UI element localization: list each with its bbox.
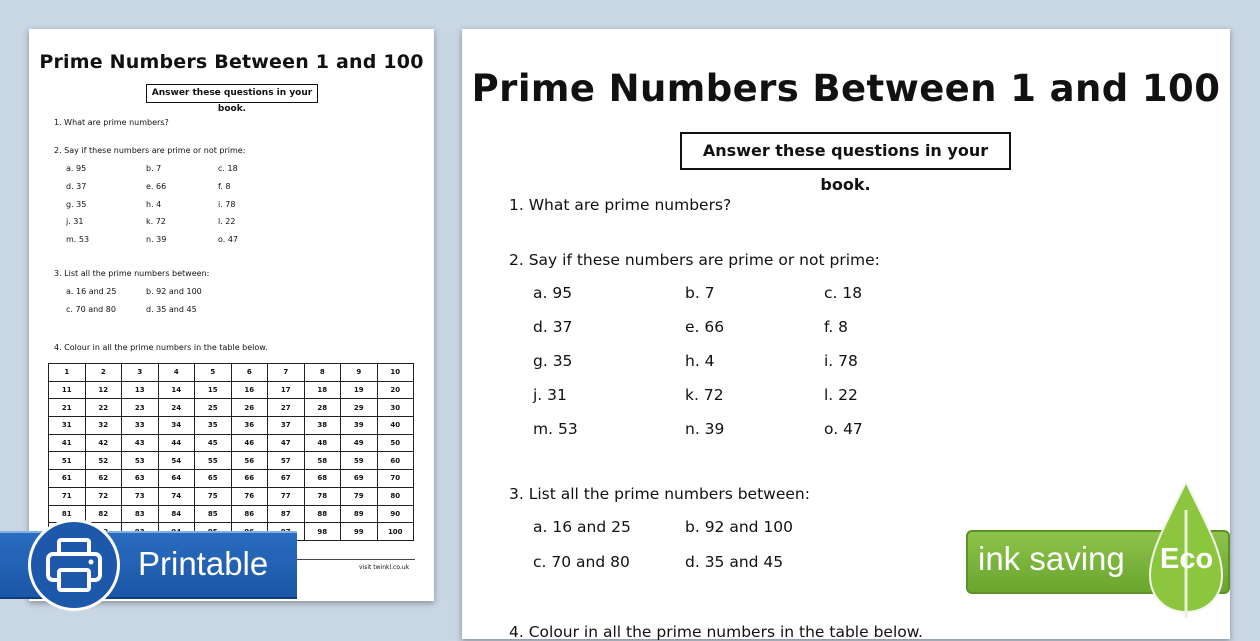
table-cell: 5 [195, 364, 232, 382]
table-cell: 32 [85, 417, 122, 435]
q2-item: e. 66 [685, 318, 725, 336]
table-cell: 39 [341, 417, 378, 435]
table-cell: 72 [85, 487, 122, 505]
table-cell: 6 [231, 364, 268, 382]
table-cell: 8 [304, 364, 341, 382]
table-cell: 65 [195, 470, 232, 488]
table-cell: 84 [158, 505, 195, 523]
table-cell: 31 [49, 417, 86, 435]
table-row [49, 505, 414, 523]
table-cell: 4 [158, 364, 195, 382]
table-cell: 41 [49, 434, 86, 452]
table-cell: 80 [377, 487, 414, 505]
table-cell: 14 [158, 381, 195, 399]
table-cell: 66 [231, 470, 268, 488]
thumbnail-q3-item: a. 16 and 25 [66, 287, 117, 296]
table-cell: 21 [49, 399, 86, 417]
table-cell: 3 [122, 364, 159, 382]
q3-item: c. 70 and 80 [533, 553, 630, 571]
q2-item: c. 18 [824, 284, 863, 302]
ink-saving-label: ink saving [978, 540, 1125, 577]
worksheet-thumbnail [29, 29, 434, 601]
table-cell: 20 [377, 381, 414, 399]
table-cell: 69 [341, 470, 378, 488]
table-cell: 62 [85, 470, 122, 488]
table-cell: 43 [122, 434, 159, 452]
q2-item: a. 95 [533, 284, 573, 302]
table-cell: 74 [158, 487, 195, 505]
q2-item: o. 47 [824, 420, 863, 438]
table-cell: 11 [49, 381, 86, 399]
table-cell: 42 [85, 434, 122, 452]
table-cell: 17 [268, 381, 305, 399]
table-cell: 58 [304, 452, 341, 470]
q2-item: j. 31 [533, 386, 567, 404]
q3-item: a. 16 and 25 [533, 518, 631, 536]
table-cell: 9 [341, 364, 378, 382]
page-title: Prime Numbers Between 1 and 100 [471, 67, 1221, 110]
q3-item: d. 35 and 45 [685, 553, 784, 571]
question-4-partial: 4. Colour in all the prime numbers in the table below. [509, 623, 923, 641]
table-cell: 35 [195, 417, 232, 435]
table-row [49, 381, 414, 399]
q2-item: k. 72 [685, 386, 724, 404]
table-cell: 70 [377, 470, 414, 488]
thumbnail-q2-item: n. 39 [146, 235, 167, 244]
q2-item: l. 22 [824, 386, 858, 404]
thumbnail-q3-item: b. 92 and 100 [146, 287, 202, 296]
table-cell: 48 [304, 434, 341, 452]
table-cell: 16 [231, 381, 268, 399]
table-cell: 81 [49, 505, 86, 523]
table-cell: 47 [268, 434, 305, 452]
table-cell: 23 [122, 399, 159, 417]
thumbnail-question-2: 2. Say if these numbers are prime or not prime: [54, 146, 246, 155]
table-cell: 61 [49, 470, 86, 488]
thumbnail-q2-item: h. 4 [146, 200, 162, 209]
printer-badge-circle [28, 519, 120, 611]
table-row [49, 434, 414, 452]
table-cell: 10 [377, 364, 414, 382]
thumbnail-q2-item: o. 47 [218, 235, 239, 244]
table-row [49, 417, 414, 435]
table-cell: 73 [122, 487, 159, 505]
table-cell: 99 [341, 523, 378, 541]
table-cell: 89 [341, 505, 378, 523]
q2-item: b. 7 [685, 284, 715, 302]
table-cell: 2 [85, 364, 122, 382]
hundred-square-table [48, 363, 414, 541]
table-row [49, 364, 414, 382]
table-cell: 54 [158, 452, 195, 470]
table-cell: 85 [195, 505, 232, 523]
table-row [49, 487, 414, 505]
table-cell: 40 [377, 417, 414, 435]
table-cell: 68 [304, 470, 341, 488]
table-cell: 56 [231, 452, 268, 470]
table-cell: 78 [304, 487, 341, 505]
table-cell: 15 [195, 381, 232, 399]
table-cell: 60 [377, 452, 414, 470]
table-cell: 44 [158, 434, 195, 452]
table-cell: 50 [377, 434, 414, 452]
question-1: 1. What are prime numbers? [509, 196, 732, 214]
printer-icon [45, 538, 103, 594]
table-cell: 100 [377, 523, 414, 541]
table-cell: 46 [231, 434, 268, 452]
table-cell: 76 [231, 487, 268, 505]
table-cell: 28 [304, 399, 341, 417]
thumbnail-q2-item: i. 78 [218, 200, 236, 209]
thumbnail-q2-item: f. 8 [218, 182, 231, 191]
thumbnail-q2-item: l. 22 [218, 217, 236, 226]
table-cell: 82 [85, 505, 122, 523]
table-cell: 27 [268, 399, 305, 417]
table-row [49, 399, 414, 417]
thumbnail-q3-item: c. 70 and 80 [66, 305, 116, 314]
thumbnail-q2-item: c. 18 [218, 164, 238, 173]
thumbnail-title: Prime Numbers Between 1 and 100 [39, 51, 424, 73]
thumbnail-question-4: 4. Colour in all the prime numbers in the table below. [54, 343, 268, 352]
thumbnail-q2-item: a. 95 [66, 164, 87, 173]
table-cell: 45 [195, 434, 232, 452]
table-cell: 77 [268, 487, 305, 505]
q2-item: i. 78 [824, 352, 858, 370]
thumbnail-q2-item: k. 72 [146, 217, 166, 226]
table-cell: 12 [85, 381, 122, 399]
table-cell: 88 [304, 505, 341, 523]
thumbnail-q2-item: j. 31 [66, 217, 84, 226]
thumbnail-q2-item: e. 66 [146, 182, 167, 191]
question-3: 3. List all the prime numbers between: [509, 485, 810, 503]
table-cell: 13 [122, 381, 159, 399]
table-cell: 36 [231, 417, 268, 435]
table-cell: 24 [158, 399, 195, 417]
table-cell: 37 [268, 417, 305, 435]
table-cell: 75 [195, 487, 232, 505]
table-cell: 33 [122, 417, 159, 435]
instruction-box: Answer these questions in your book. [680, 132, 1011, 170]
thumbnail-instruction: Answer these questions in your book. [146, 84, 318, 103]
table-cell: 59 [341, 452, 378, 470]
table-cell: 25 [195, 399, 232, 417]
table-cell: 18 [304, 381, 341, 399]
printable-label: Printable [138, 545, 269, 582]
thumbnail-q2-item: m. 53 [66, 235, 90, 244]
table-cell: 79 [341, 487, 378, 505]
q2-item: f. 8 [824, 318, 849, 336]
table-cell: 87 [268, 505, 305, 523]
table-cell: 52 [85, 452, 122, 470]
eco-label: Eco [1160, 543, 1214, 575]
table-cell: 19 [341, 381, 378, 399]
table-cell: 30 [377, 399, 414, 417]
table-cell: 53 [122, 452, 159, 470]
thumbnail-q3-item: d. 35 and 45 [146, 305, 197, 314]
table-cell: 38 [304, 417, 341, 435]
table-cell: 49 [341, 434, 378, 452]
table-cell: 55 [195, 452, 232, 470]
table-cell: 51 [49, 452, 86, 470]
table-cell: 34 [158, 417, 195, 435]
q3-item: b. 92 and 100 [685, 518, 794, 536]
table-cell: 83 [122, 505, 159, 523]
table-cell: 67 [268, 470, 305, 488]
q2-item: d. 37 [533, 318, 573, 336]
table-row [49, 452, 414, 470]
table-cell: 90 [377, 505, 414, 523]
table-cell: 26 [231, 399, 268, 417]
table-cell: 71 [49, 487, 86, 505]
q2-item: m. 53 [533, 420, 578, 438]
table-cell: 57 [268, 452, 305, 470]
thumbnail-q2-item: g. 35 [66, 200, 87, 209]
table-cell: 1 [49, 364, 86, 382]
table-row [49, 470, 414, 488]
thumbnail-q2-item: d. 37 [66, 182, 87, 191]
table-cell: 64 [158, 470, 195, 488]
table-cell: 63 [122, 470, 159, 488]
q2-item: n. 39 [685, 420, 725, 438]
question-2: 2. Say if these numbers are prime or not prime: [509, 251, 880, 269]
table-cell: 98 [304, 523, 341, 541]
q2-item: h. 4 [685, 352, 715, 370]
table-cell: 7 [268, 364, 305, 382]
thumbnail-question-3: 3. List all the prime numbers between: [54, 269, 210, 278]
table-cell: 29 [341, 399, 378, 417]
q2-item: g. 35 [533, 352, 573, 370]
thumbnail-question-1: 1. What are prime numbers? [54, 118, 169, 127]
thumbnail-q2-item: b. 7 [146, 164, 162, 173]
table-cell: 22 [85, 399, 122, 417]
table-cell: 86 [231, 505, 268, 523]
footer-text: visit twinkl.co.uk [359, 564, 410, 571]
